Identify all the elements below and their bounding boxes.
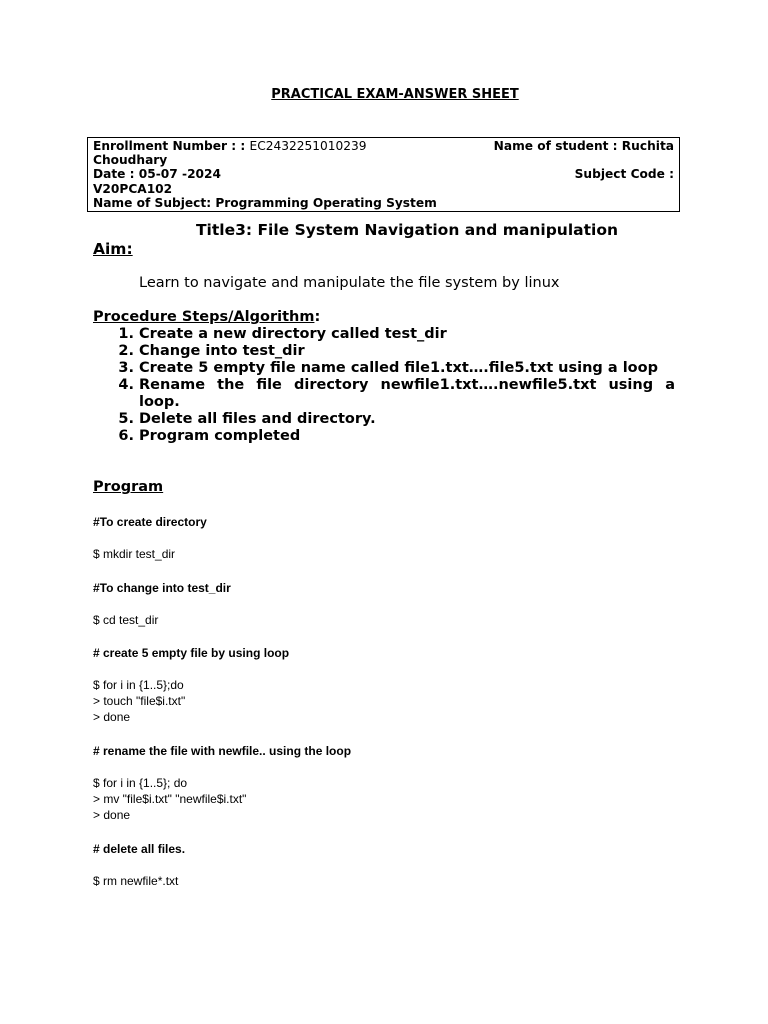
exam-date: Date : 05-07 -2024 <box>93 167 221 182</box>
practical-title: Title3: File System Navigation and manipulation <box>195 221 619 239</box>
student-name-label: Name of student : Ruchita <box>493 139 674 153</box>
procedure-step <box>93 411 675 428</box>
code-comment: # delete all files. <box>93 842 186 856</box>
procedure-heading-colon: : <box>314 309 321 325</box>
code-line: > touch "file$i.txt" <box>93 694 186 708</box>
program-heading: Program <box>93 479 164 495</box>
procedure-step <box>93 428 675 445</box>
step-text: Change into test_dir <box>139 343 305 359</box>
student-name-continued: Choudhary <box>93 153 168 168</box>
step-text: Rename the file directory newfile1.txt….newfile5.txt using a loop. <box>139 377 675 410</box>
step-number: 1. <box>118 326 134 342</box>
code-line: $ for i in {1..5}; do <box>93 776 188 790</box>
step-number: 6. <box>118 428 134 444</box>
code-section <box>93 580 231 628</box>
subject-code-label: Subject Code : <box>574 167 674 182</box>
aim-heading: Aim: <box>93 240 133 258</box>
step-number: 2. <box>118 343 134 359</box>
code-section <box>93 514 207 562</box>
step-number: 3. <box>118 360 134 376</box>
code-line: $ for i in {1..5};do <box>93 678 184 692</box>
step-text: Create a new directory called test_dir <box>139 326 447 342</box>
enrollment-value: EC2432251010239 <box>249 139 367 153</box>
code-comment: #To create directory <box>93 515 207 529</box>
info-line-date <box>93 167 674 181</box>
code-line: $ cd test_dir <box>93 613 159 627</box>
aim-text: Learn to navigate and manipulate the file system by linux <box>139 275 560 291</box>
procedure-step <box>93 360 675 377</box>
procedure-steps-list <box>93 326 675 445</box>
procedure-step <box>93 326 675 343</box>
enrollment-label: Enrollment Number : : <box>93 139 250 153</box>
procedure-step <box>93 377 675 411</box>
code-line: > done <box>93 808 131 822</box>
info-line-enrollment <box>93 139 674 153</box>
step-text: Create 5 empty file name called file1.txt….file5.txt using a loop <box>139 360 658 376</box>
code-section <box>93 743 351 823</box>
subject-name: Name of Subject: Programming Operating System <box>93 195 437 210</box>
procedure-step <box>93 343 675 360</box>
code-comment: #To change into test_dir <box>93 581 231 595</box>
enrollment-field <box>93 139 367 153</box>
student-info-box <box>87 137 680 212</box>
sheet-title: PRACTICAL EXAM-ANSWER SHEET <box>271 87 519 102</box>
code-comment: # create 5 empty file by using loop <box>93 646 290 660</box>
code-section <box>93 841 185 889</box>
procedure-heading <box>93 309 320 325</box>
step-text: Program completed <box>139 428 301 444</box>
code-line: $ mkdir test_dir <box>93 547 176 561</box>
procedure-heading-text: Procedure Steps/Algorithm <box>93 309 315 325</box>
step-text: Delete all files and directory. <box>139 411 376 427</box>
code-line: > mv "file$i.txt" "newfile$i.txt" <box>93 792 247 806</box>
subject-code-value: V20PCA102 <box>93 181 173 196</box>
code-section <box>93 645 289 725</box>
code-line: > done <box>93 710 131 724</box>
step-number: 5. <box>118 411 134 427</box>
code-comment: # rename the file with newfile.. using the loop <box>93 744 352 758</box>
code-line: $ rm newfile*.txt <box>93 874 179 888</box>
step-number: 4. <box>118 377 134 393</box>
